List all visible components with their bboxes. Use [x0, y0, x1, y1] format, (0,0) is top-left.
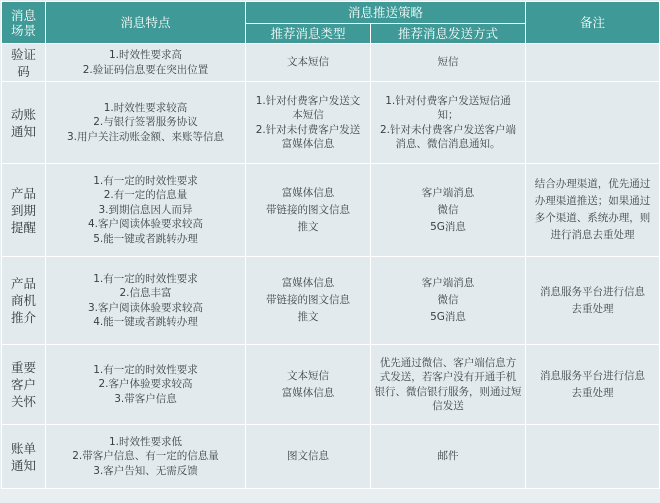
features-cell: 1.有一定的时效性要求 2.信息丰富 3.客户阅读体验要求较高 4.能一键或者跳转办理 — [46, 257, 246, 345]
method-cell: 短信 — [371, 44, 526, 82]
type-cell: 文本短信 — [246, 44, 371, 82]
features-cell: 1.有一定的时效性要求 2.有一定的信息量 3.到期信息因人而异 4.客户阅读体验要求较高 5.能一键或者跳转办理 — [46, 164, 246, 257]
type-cell: 富媒体信息 带链接的图文信息 推文 — [246, 164, 371, 257]
features-cell: 1.时效性要求较高 2.与银行签署服务协议 3.用户关注动账金额、来账等信息 — [46, 82, 246, 164]
type-cell: 文本短信 富媒体信息 — [246, 345, 371, 425]
remarks-cell: 结合办理渠道，优先通过 办理渠道推送；如果通过 多个渠道、系统办理，则 进行消息去重处理 — [526, 164, 660, 257]
scene-cell: 产品 到期 提醒 — [2, 164, 46, 257]
method-cell: 客户端消息 微信 5G消息 — [371, 257, 526, 345]
method-cell: 1.针对付费客户发送短信通 知； 2.针对未付费客户发送客户端 消息、微信消息通知。 — [371, 82, 526, 164]
features-cell: 1.时效性要求高 2.验证码信息要在突出位置 — [46, 44, 246, 82]
scene-cell: 产品 商机 推介 — [2, 257, 46, 345]
remarks-cell: 消息服务平台进行信息 去重处理 — [526, 257, 660, 345]
type-cell: 富媒体信息 带链接的图文信息 推文 — [246, 257, 371, 345]
method-cell: 优先通过微信、客户端信息方 式发送，若客户没有开通手机 银行、微信银行服务，则通过短 信发送 — [371, 345, 526, 425]
header-remarks: 备注 — [526, 2, 660, 44]
remarks-cell: 消息服务平台进行信息 去重处理 — [526, 345, 660, 425]
type-cell: 1.针对付费客户发送文 本短信 2.针对未付费客户发送 富媒体信息 — [246, 82, 371, 164]
remarks-cell — [526, 82, 660, 164]
scene-cell: 账单 通知 — [2, 425, 46, 489]
table-row — [2, 425, 660, 489]
method-cell: 邮件 — [371, 425, 526, 489]
scene-cell: 重要 客户 关怀 — [2, 345, 46, 425]
remarks-cell — [526, 425, 660, 489]
features-cell: 1.时效性要求低 2.带客户信息、有一定的信息量 3.客户告知、无需反馈 — [46, 425, 246, 489]
scene-cell: 动账 通知 — [2, 82, 46, 164]
header-row — [2, 2, 660, 24]
header-scene: 消息 场景 — [2, 2, 46, 44]
method-cell: 客户端消息 微信 5G消息 — [371, 164, 526, 257]
header-type: 推荐消息类型 — [246, 24, 371, 44]
table-row — [2, 257, 660, 345]
remarks-cell — [526, 44, 660, 82]
header-method: 推荐消息发送方式 — [371, 24, 526, 44]
header-strategy: 消息推送策略 — [246, 2, 526, 24]
table-row — [2, 164, 660, 257]
scene-cell: 验证 码 — [2, 44, 46, 82]
table-row — [2, 345, 660, 425]
table-row — [2, 44, 660, 82]
features-cell: 1.有一定的时效性要求 2.客户体验要求较高 3.带客户信息 — [46, 345, 246, 425]
type-cell: 图文信息 — [246, 425, 371, 489]
header-features: 消息特点 — [46, 2, 246, 44]
table-row — [2, 82, 660, 164]
message-strategy-table — [1, 1, 660, 489]
